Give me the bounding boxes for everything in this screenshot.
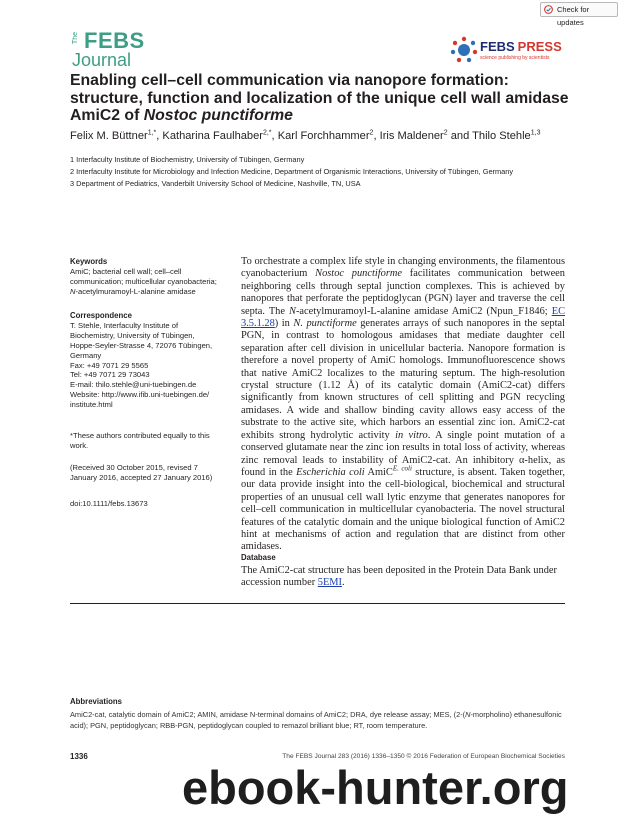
logo-febs: FEBS	[84, 28, 145, 53]
correspondence-line: institute.html	[70, 400, 113, 410]
received-dates: (Received 30 October 2015, revised 7 January 2016, accepted 27 January 2016)	[70, 463, 213, 482]
watermark-logo	[180, 757, 620, 815]
abstract-text: . A single point mutation of a conserved glutamate near the zinc ion results in total loss of activity, whereas zinc removal leads to instability of AmiC2-cat. An inhibitory α-helix, as found in the	[241, 429, 566, 478]
febs-press-logo	[450, 36, 560, 66]
abstract	[241, 256, 565, 554]
abbreviations-part: AmiC2-cat, catalytic domain of AmiC2; AMIN, amidase N-terminal domains of AmiC2; DRA, dye release assay; MES, (2-(	[70, 710, 466, 719]
check-for-updates-label: Check for updates	[557, 5, 590, 27]
correspondence-section	[70, 311, 222, 410]
logo-journal: Journal	[72, 50, 132, 70]
author-separator: ,	[156, 130, 163, 142]
keywords-part: -acetylmuramoyl-L-alanine amidase	[75, 286, 196, 296]
section-divider	[70, 603, 565, 604]
author-list	[70, 129, 570, 143]
page-number: 1336	[70, 752, 88, 761]
author-separator: ,	[373, 130, 380, 142]
press-tagline: science publishing by scientists	[480, 55, 550, 61]
abstract-text: To orchestrate a complex life style in changing environments, the filamentous cyanobacterium	[241, 256, 565, 280]
database-sentence: The AmiC2-cat structure has been deposited in the Protein Data Bank under accession number	[241, 565, 557, 589]
author-affiliation-mark: 2	[369, 129, 374, 137]
febs-journal-logo	[70, 28, 160, 70]
correspondence-line: Germany	[70, 350, 102, 360]
affiliation: 2 Interfaculty Institute for Microbiology and Infection Medicine, Department of Organismic Interactions, University of Tübingen, Germany	[70, 167, 514, 176]
author-name: Thilo Stehle	[472, 130, 531, 142]
author-affiliation-mark: 1,3	[530, 129, 541, 137]
keywords-heading: Keywords	[70, 257, 108, 266]
abstract-text: ) in	[274, 318, 294, 330]
correspondence-line: Fax: +49 7071 29 5565	[70, 360, 149, 370]
title-species: Nostoc punctiforme	[143, 107, 293, 124]
abbreviations-part: -morpholino) ethanesulfonic acid); PGN, peptidoglycan; RBB-PGN, peptidoglycan coupled to remazol brilliant blue; RT, room temperature.	[70, 710, 562, 730]
equal-contribution-note: *These authors contributed equally to this work.	[70, 431, 210, 450]
abstract-text: -acetylmuramoyl-L-alanine amidase AmiC2 (Npun_F1846;	[295, 305, 552, 317]
abbreviations-italic: N	[465, 710, 471, 719]
abstract-italic: N. punctiforme	[293, 318, 357, 330]
correspondence-line: T. Stehle, Interfaculty Institute of	[70, 320, 179, 330]
abstract-text: structure, is absent. Taken together, our data provide insight into the cell-biological, biochemical and structural properties of an unusual cell wall lytic enzyme that generates nanopores for cell–cell communication in multicellular cyanobacteria. The novel structural features of the catalytic domain and the unique biological function of AmiC2 hint at mechanisms of action and regulation that are distinct from other amidases.	[241, 466, 565, 553]
correspondence-heading: Correspondence	[70, 311, 132, 320]
correspondence-email: E-mail: thilo.stehle@uni-tuebingen.de	[70, 380, 197, 390]
abstract-text: generates arrays of such nanopores in the septal PGN, in contrast to homologous amidases that mediate daughter cell separation after cell division in unicellular bacteria. Nanopore formation is therefore a novel property of AmiC homologs. Immunofluorescence shows that native AmiC2 localizes to the maturing septum. The high-resolution crystal structure (1.12 Å) of its catalytic domain (AmiC2-cat) differs significantly from known structures of cell splitting and PGN recycling amidases. A wide and shallow binding cavity allows easy access of the substrate to the active site, which harbors an essential zinc ion. AmiC2-cat exhibits strong hydrolytic activity	[241, 318, 565, 441]
affiliation: 3 Department of Pediatrics, Vanderbilt University School of Medicine, Nashville, TN, USA	[70, 179, 361, 188]
abbreviations-heading: Abbreviations	[70, 697, 122, 706]
article-title	[70, 72, 570, 125]
affiliation: 1 Interfaculty Institute of Biochemistry, University of Tübingen, Germany	[70, 155, 305, 164]
abbreviations-text	[70, 709, 565, 731]
abstract-superscript: E. coli	[392, 464, 412, 473]
abstract-italic: in vitro	[395, 429, 428, 441]
author-separator: ,	[271, 130, 278, 142]
abstract-text: AmiC	[364, 466, 393, 478]
title-main: Enabling cell–cell communication via nanopore formation: structure, function and localization of the unique cell wall amidase AmiC2 of	[70, 72, 569, 124]
author-name: Felix M. Büttner	[70, 130, 148, 142]
press-name	[480, 40, 562, 53]
abstract-italic: N	[289, 305, 296, 317]
author-affiliation-mark: 2,*	[262, 129, 272, 137]
keywords-text	[70, 267, 222, 297]
watermark-text: ebook-hunter.org	[182, 761, 569, 814]
press-name-febs: FEBS	[480, 39, 515, 54]
author-name: Karl Forchhammer	[277, 130, 370, 142]
correspondence-line: Biochemistry, University of Tübingen,	[70, 330, 195, 340]
correspondence-line: Hoppe-Seyler-Strasse 4, 72076 Tübingen,	[70, 340, 213, 350]
author-name: Iris Maldener	[379, 130, 444, 142]
author-affiliation-mark: 2	[443, 129, 448, 137]
check-for-updates-button[interactable]	[540, 2, 618, 27]
febs-press-mark-icon	[450, 36, 478, 64]
correspondence-line: Website: http://www.ifib.uni-tuebingen.de/	[70, 390, 210, 400]
database-sentence-end: .	[342, 577, 345, 589]
doi: doi:10.1111/febs.13673	[70, 499, 148, 508]
journal-footer: The FEBS Journal 283 (2016) 1336–1350 © 2016 Federation of European Biochemical Societies	[282, 753, 565, 760]
ec-number-link[interactable]: EC 3.5.1.28	[241, 305, 565, 330]
press-name-press: PRESS	[517, 39, 562, 54]
correspondence-line: Tel: +49 7071 29 73043	[70, 370, 150, 380]
database-text	[241, 565, 565, 590]
logo-the: The	[72, 32, 79, 45]
keywords-italic: N	[70, 286, 76, 296]
abstract-italic: Nostoc punctiforme	[315, 268, 402, 280]
keywords-part: AmiC; bacterial cell wall; cell–cell communication; multicellular cyanobacteria;	[70, 266, 217, 286]
author-affiliation-mark: 1,*	[147, 129, 157, 137]
author-name: Katharina Faulhaber	[162, 130, 263, 142]
abstract-italic: Escherichia coli	[296, 466, 365, 478]
database-heading: Database	[241, 553, 276, 562]
update-badge-icon	[544, 5, 553, 14]
author-and: and	[447, 130, 473, 142]
keywords-section	[70, 257, 222, 297]
pdb-accession-link[interactable]: 5EMI	[317, 577, 342, 589]
abstract-text: facilitates communication between neighboring cells through septal junction complexes. This is achieved by nanopores that perforate the peptidoglycan (PGN) layer and traverse the cell septa. The	[241, 268, 565, 317]
